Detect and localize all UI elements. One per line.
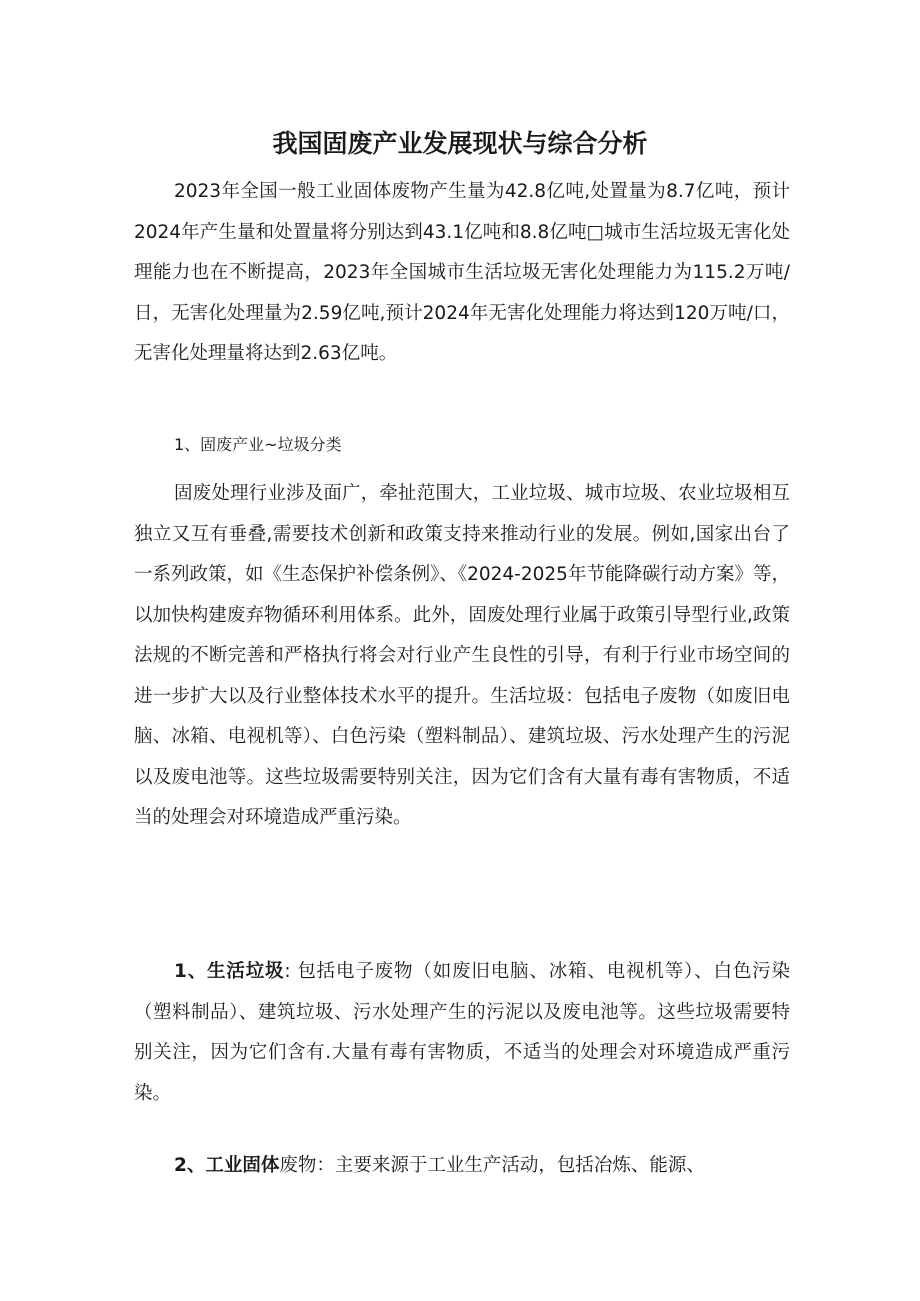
section-heading: 1、固废产业~垃圾分类 bbox=[174, 435, 342, 454]
list-item-household-waste bbox=[134, 952, 790, 1114]
list-item-lead: 1、生活垃圾 bbox=[174, 961, 285, 982]
body-paragraph: 固废处理行业涉及面广，牵扯范围大，工业垃圾、城市垃圾、农业垃圾相互独立又互有垂叠,需要技术创新和政策支持来推动行业的发展。例如,国家出台了一系列政策，如《生态保护补偿条例》、《2024-2025年节能降碳行动方案》等，以加快构建废弃物循环利用体系。此外，固废处理行业属于政策引导型行业,政策法规的不断完善和严格执行将会对行业产生良性的引导，有利于行业市场空间的进一步扩大以及行业整体技术水平的提升。生活垃圾：包括电子废物（如废旧电脑、冰箱、电视机等）、白色污染（塑料制品）、建筑垃圾、污水处理产生的污泥以及废电池等。这些垃圾需要特别关注，因为它们含有大量有毒有害物质，不适当的处理会对环境造成严重污染。 bbox=[134, 483, 790, 828]
list-item-lead: 2、工业固体 bbox=[174, 1155, 280, 1176]
list-item-industrial-waste bbox=[134, 1146, 790, 1187]
document-title: 我国固废产业发展现状与综合分析 bbox=[272, 129, 648, 158]
list-item-body: 废物：主要来源于工业生产活动，包括冶炼、能源、 bbox=[279, 1155, 705, 1176]
list-item-body: : 包括电子废物（如废旧电脑、冰箱、电视机等）、白色污染（塑料制品）、建筑垃圾、污水处理产生的污泥以及废电池等。这些垃圾需要特别关注，因为它们含有.大量有毒有害物质，不适当的处理会对环境造成严重污染。 bbox=[134, 961, 790, 1104]
intro-paragraph: 2023年全国一般工业固体废物产生量为42.8亿吨,处置量为8.7亿吨，预计2024年产生量和处置量将分别达到43.1亿吨和8.8亿吨□城市生活垃圾无害化处理能力也在不断提高，2023年全国城市生活垃圾无害化处理能力为115.2万吨/日，无害化处理量为2.59亿吨,预计2024年无害化处理能力将达到120万吨/口，无害化处理量将达到2.63亿吨。 bbox=[134, 181, 790, 364]
